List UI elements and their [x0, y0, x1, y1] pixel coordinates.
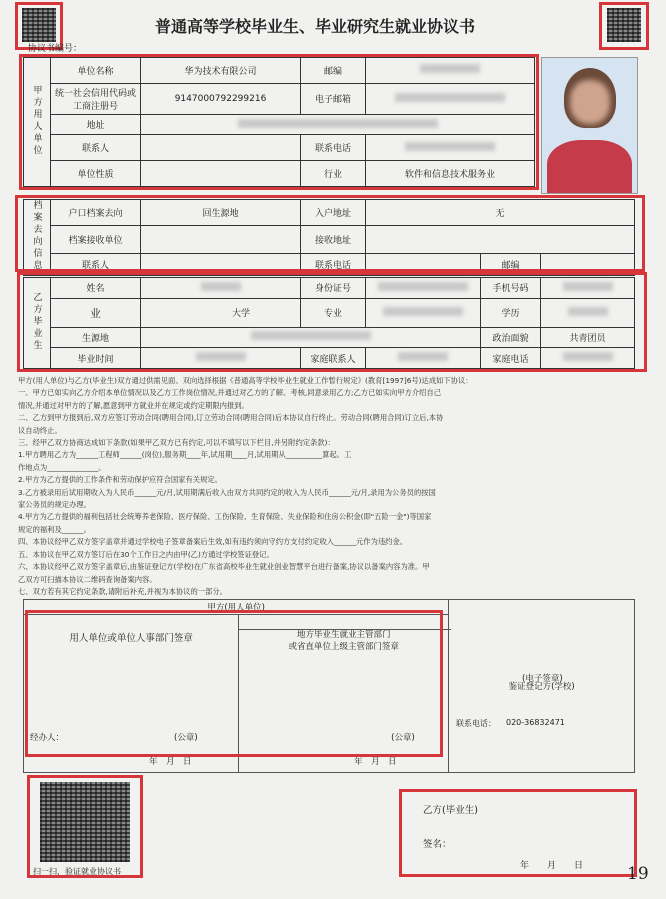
term-line: 三、经甲乙双方协商达成如下条款(如果甲乙双方已有约定,可以不填写以下栏目,并另附约定条款)： — [18, 438, 335, 448]
party-b-label: 乙方(毕业生) — [423, 805, 478, 816]
archive-zip-label: 邮编 — [481, 253, 541, 275]
email-label: 电子邮箱 — [301, 83, 366, 114]
zip-label: 邮编 — [301, 58, 366, 84]
unit-name-value: 华为技术有限公司 — [141, 58, 301, 84]
term-line: 3.乙方被录用后试用期收入为人民币______元/月,试用期满后收入由双方共同约定的收入为人民币______元/月,录用为公务员的按国 — [18, 487, 436, 497]
settle-value: 无 — [366, 200, 635, 226]
grad-time-label: 毕业时间 — [51, 348, 141, 369]
student-photo — [541, 57, 638, 194]
unit-name-label: 单位名称 — [51, 58, 141, 84]
dept-seal-line2: 或省直单位上级主管部门签章 — [288, 642, 400, 652]
hukou-value: 回生源地 — [141, 200, 301, 226]
page-number: 19 — [627, 864, 649, 884]
nature-label: 单位性质 — [51, 161, 141, 187]
employer-seal-label: 用人单位或单位人事部门签章 — [69, 633, 193, 644]
archive-highlight — [15, 195, 645, 272]
verify-header: 鉴证登记方(学校) — [449, 600, 635, 773]
dept-seal-line1: 地方毕业生就业主管部门 — [297, 630, 391, 640]
e-sign-label: (电子签章) — [522, 674, 563, 684]
handler-label: 经办人： — [30, 733, 65, 743]
family-contact-label: 家庭联系人 — [301, 348, 366, 369]
employer-date: 年 月 日 — [149, 757, 192, 767]
term-line: 情况,并通过对甲方的了解,愿意到甲方就业并在规定或约定期限内报到。 — [18, 400, 249, 410]
mobile-label: 手机号码 — [481, 278, 541, 299]
verify-phone-label: 联系电话： — [456, 719, 496, 728]
employer-highlight — [19, 54, 539, 190]
politics-value: 共青团员 — [541, 327, 635, 348]
term-line: 七、双方若有其它约定条款,请附后补充,并视为本协议的一部分。 — [18, 586, 227, 596]
agreement-terms — [18, 375, 643, 598]
student-section-label: 乙方毕业生 — [31, 291, 42, 352]
archive-section-label: 档案去向信息 — [31, 200, 42, 272]
settle-label: 入户地址 — [301, 200, 366, 226]
party-b-date: 年 月 日 — [520, 861, 584, 871]
term-line: 作地点为______________。 — [18, 462, 106, 472]
term-line: 议自动终止。 — [18, 425, 62, 435]
credit-code-value: 9147000792299216 — [141, 83, 301, 114]
term-line: 一、甲方已如实向乙方介绍本单位情况以及乙方工作岗位情况,并通过对乙方的了解、考核,同意录用乙方;乙方已如实向甲方介绍自己 — [18, 388, 442, 398]
term-line: 五、本协议在甲乙双方签订后在30个工作日之内由甲(乙)方通过学校签证登记。 — [18, 549, 274, 559]
politics-label: 政治面貌 — [481, 327, 541, 348]
page-title: 普通高等学校毕业生、毕业研究生就业协议书 — [155, 17, 476, 36]
term-line: 二、乙方到甲方报到后,双方应签订劳动合同(聘用合同),订立劳动合同(聘用合同)后本协议自行终止。劳动合同(聘用合同)订立后,本协 — [18, 413, 444, 423]
term-line: 甲方(用人单位)与乙方(毕业生)双方通过供需见面、双向选择根据《普通高等学校毕业生就业工作暂行规定》(教育[1997]6号)达成如下协议： — [18, 376, 473, 385]
dept-seal-mark: (公章) — [391, 733, 415, 743]
student-highlight — [17, 272, 647, 372]
term-line: 4.甲方为乙方提供的福利包括社会统筹养老保险、医疗保险、工伤保险、生育保险、失业保险和住房公积金(即"五险一金")等国家 — [18, 512, 432, 522]
term-line: 六、本协议经甲乙双方签字盖章后,由鉴证登记方(学校)在广东省高校毕业生就业创业智慧平台进行备案,协议以备案内容为准。甲 — [18, 562, 430, 572]
term-line: 家公务员的规定办理。 — [18, 500, 91, 510]
dept-date: 年 月 日 — [354, 757, 397, 767]
school-partial: 业 — [51, 298, 141, 327]
industry-value: 软件和信息技术服务业 — [366, 161, 535, 187]
archive-contact-label: 联系人 — [51, 253, 141, 275]
term-line: 四、本协议经甲乙双方签字盖章并通过学校电子签章备案后生效,如有违约须向守约方支付约定收入______元作为违约金。 — [18, 537, 408, 547]
party-b-sign-label: 签名： — [423, 839, 452, 850]
receiver-label: 档案接收单位 — [51, 225, 141, 253]
hukou-label: 户口档案去向 — [51, 200, 141, 226]
term-line: 2.甲方为乙方提供的工作条件和劳动保护应符合国家有关规定。 — [18, 475, 222, 485]
school-suffix: 大学 — [141, 298, 301, 327]
signature-highlight — [25, 610, 443, 757]
major-label: 专业 — [301, 298, 366, 327]
term-line: 1.甲方聘用乙方为______工程师______(岗位),服务期____年,试用期____月,试用期从__________算起。工 — [18, 450, 352, 460]
qr-caption: 扫一扫，验证就业协议书 — [33, 867, 121, 876]
agreement-no-label: 协议书编号： — [28, 44, 83, 54]
address-label: 地址 — [51, 114, 141, 135]
party-a-header: 甲方(用人单位) — [24, 600, 449, 615]
industry-label: 行业 — [301, 161, 366, 187]
employer-section-label: 甲方用人单位 — [31, 84, 42, 157]
phone-label: 联系电话 — [301, 135, 366, 161]
contact-label: 联系人 — [51, 135, 141, 161]
origin-label: 生源地 — [51, 327, 141, 348]
receive-addr-label: 接收地址 — [301, 225, 366, 253]
family-phone-label: 家庭电话 — [481, 348, 541, 369]
id-label: 身份证号 — [301, 278, 366, 299]
term-line: 乙双方可扫描本协议二维码查询备案内容。 — [18, 574, 157, 584]
degree-label: 学历 — [481, 298, 541, 327]
student-name-label: 姓名 — [51, 278, 141, 299]
qr-highlight — [27, 775, 143, 878]
verify-phone-value: 020-36832471 — [506, 718, 565, 727]
term-line: 规定的福利及______。 — [18, 524, 91, 534]
archive-phone-label: 联系电话 — [301, 253, 366, 275]
credit-code-label: 统一社会信用代码或工商注册号 — [51, 83, 141, 114]
employer-seal-mark: (公章) — [174, 733, 198, 743]
top-right-qr-highlight — [599, 2, 649, 50]
